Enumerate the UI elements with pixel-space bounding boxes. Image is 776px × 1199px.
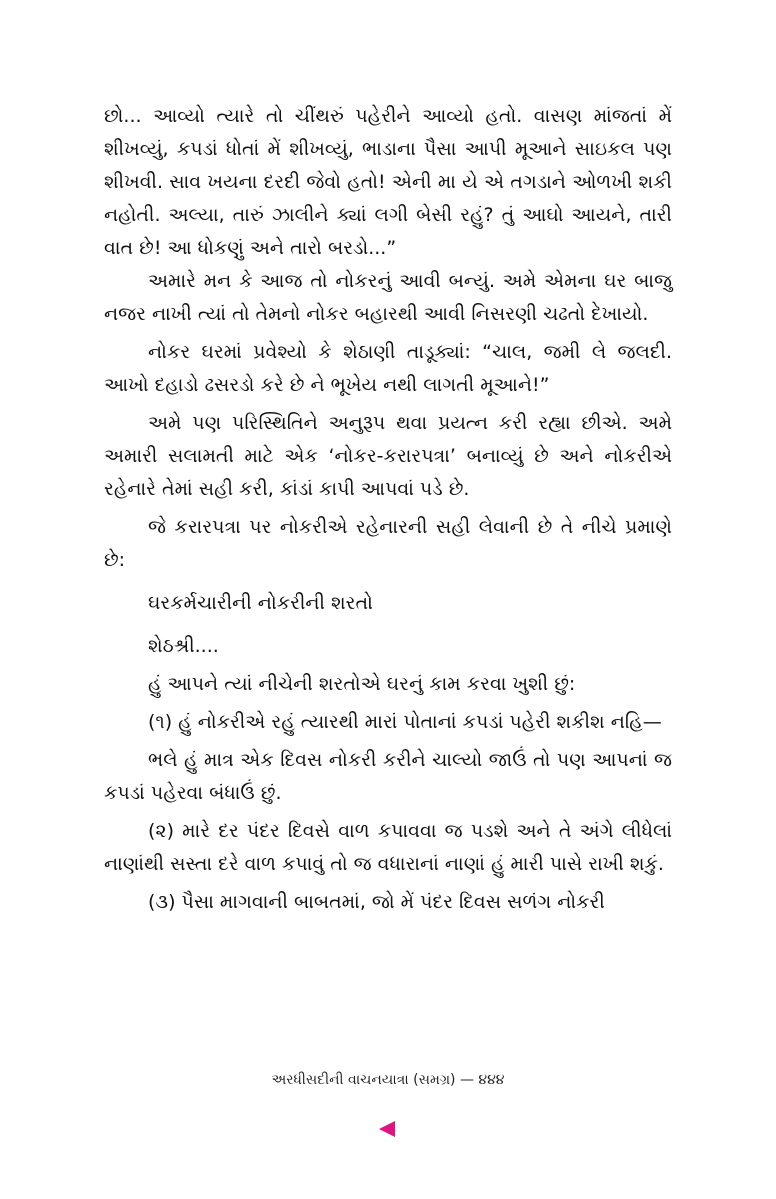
- condition-2: (૨) મારે દર પંદર દિવસે વાળ કપાવવા જ પડશે અને તે અંગે લીધેલાં નાણાંથી સસ્તા દરે વાળ કપાવું તો જ વધારાનાં નાણાં હું મારી પાસે રાખી શકું.: [104, 820, 672, 875]
- agreement-intro: હું આપને ત્યાં નીચેની શરતોએ ઘરનું કામ કરવા ખુશી છું:: [148, 673, 576, 695]
- body-text: [104, 100, 672, 919]
- condition-1: (૧) હું નોકરીએ રહું ત્યારથી મારાં પોતાનાં કપડાં પહેરી શકીશ નહિ—: [148, 711, 662, 733]
- page-footer: અરધીસદીની વાચનયાત્રા (સમગ્ર) — ૪૪૪: [271, 1072, 505, 1088]
- paragraph-4: અમે પણ પરિસ્થિતિને અનુરૂપ થવા પ્રયત્ન કરી રહ્યા છીએ. અમે અમારી સલામતી માટે એક ‘નોકર-કરારપત્રા’ બનાવ્યું છે અને નોકરીએ રહેનારે તેમાં સહી કરી, કાંડાં કાપી આપવાં પડે છે.: [104, 412, 672, 500]
- salutation: શેઠશ્રી....: [148, 635, 219, 657]
- paragraph-5: જે કરારપત્રા પર નોકરીએ રહેનારની સહી લેવાની છે તે નીચે પ્રમાણે છે:: [104, 516, 672, 571]
- paragraph-1: છો... આવ્યો ત્યારે તો ચીંથરું પહેરીને આવ્યો હતો. વાસણ માંજતાં મેં શીખવ્યું, કપડાં ધોતાં મેં શીખવ્યું, ભાડાના પૈસા આપી મૂઆને સાઇકલ પણ શીખવી. સાવ ખયના દરદી જેવો હતો! એની મા યે એ તગડાને ઓળખી શકી નહોતી. અલ્યા, તારું ઝાલીને ક્યાં લગી બેસી રહું? તું આઘો આયને, તારી વાત છે! આ ધોકણું અને તારો બરડો...”: [104, 105, 672, 259]
- paragraph-2: અમારે મન કે આજ તો નોકરનું આવી બન્યું. અમે એમના ઘર બાજુ નજર નાખી ત્યાં તો તેમનો નોકર બહારથી આવી નિસરણી ચઢતો દેખાયો.: [104, 270, 672, 325]
- condition-1-detail: ભલે હું માત્ર એક દિવસ નોકરી કરીને ચાલ્યો જાઉં તો પણ આપનાં જ કપડાં પહેરવા બંધાઉં છું.: [104, 749, 672, 804]
- condition-3: (૩) પૈસા માગવાની બાબતમાં, જો મેં પંદર દિવસ સળંગ નોકરી: [148, 891, 605, 913]
- contract-title: ઘરકર્મચારીની નોકરીની શરતો: [148, 592, 373, 614]
- paragraph-3: નોકર ઘરમાં પ્રવેશ્યો કે શેઠાણી તાડૂક્યાં: “ચાલ, જમી લે જલદી. આખો દહાડો ઢસરડો કરે છે ને ભૂખેય નથી લાગતી મૂઆને!”: [104, 341, 672, 396]
- previous-page-arrow-icon[interactable]: [379, 1121, 395, 1137]
